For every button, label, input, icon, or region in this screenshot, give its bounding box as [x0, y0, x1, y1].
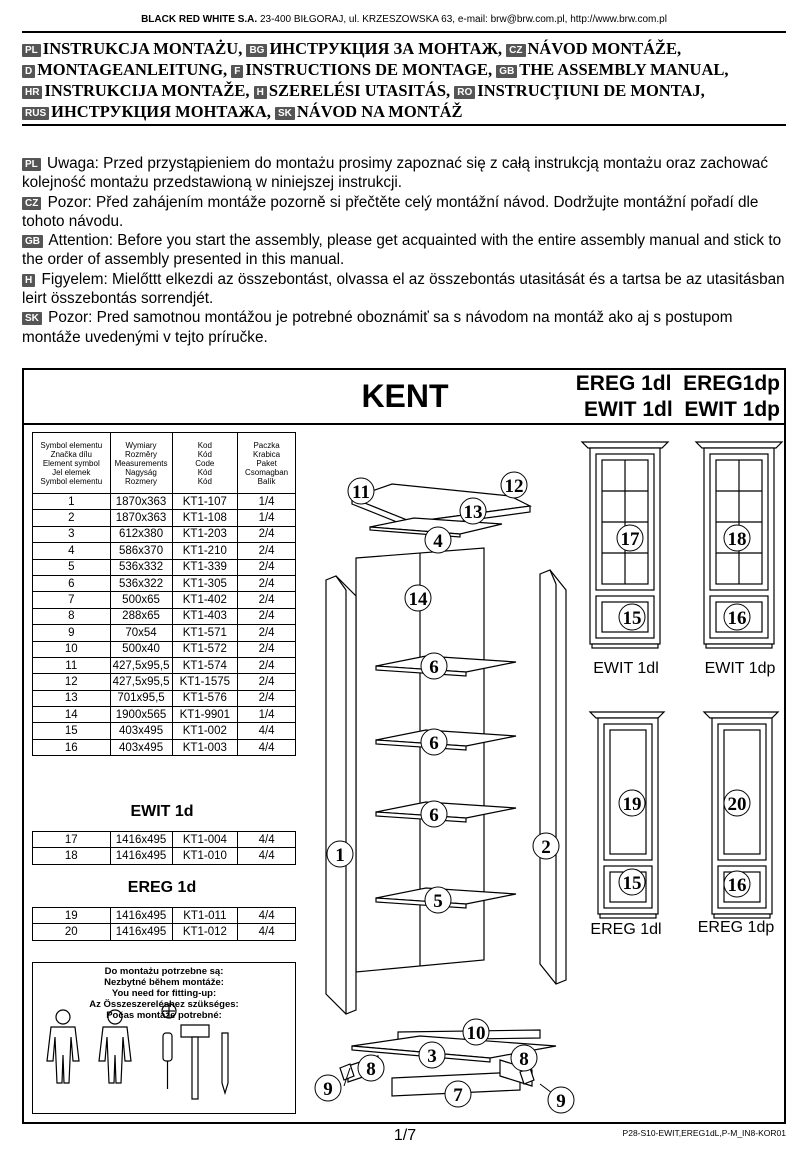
- table-cell: 500x65: [110, 592, 172, 608]
- table-cell: KT1-403: [172, 608, 238, 624]
- table-cell: KT1-210: [172, 543, 238, 559]
- table-cell: 7: [33, 592, 111, 608]
- table-cell: 536x322: [110, 575, 172, 591]
- table-cell: 1416x495: [110, 908, 172, 924]
- table-cell: KT1-402: [172, 592, 238, 608]
- side-panel-left: [326, 576, 356, 1014]
- language-badge: SK: [22, 312, 42, 325]
- table-cell: 1/4: [238, 707, 296, 723]
- table-cell: 4: [33, 543, 111, 559]
- language-badge: HR: [22, 86, 42, 99]
- title-text: MONTAGEANLEITUNG,: [37, 60, 228, 79]
- table-cell: 10: [33, 641, 111, 657]
- header-label: Balík: [257, 476, 276, 486]
- variant-label: EWIT 1dl: [593, 660, 659, 677]
- callout-18: 18: [727, 529, 747, 550]
- callout-19: 19: [622, 794, 642, 815]
- table-cell: KT1-108: [172, 510, 238, 526]
- callout-16: 16: [727, 875, 747, 896]
- header-label: Symbol elementu: [40, 476, 103, 486]
- callout-7: 7: [453, 1085, 463, 1106]
- header-label: Csomagban: [244, 467, 289, 477]
- table-cell: KT1-339: [172, 559, 238, 575]
- table-cell: 1416x495: [110, 924, 172, 940]
- table-cell: KT1-004: [172, 832, 238, 848]
- callout-10: 10: [466, 1023, 486, 1044]
- callout-8: 8: [366, 1059, 376, 1080]
- table-cell: 2/4: [238, 592, 296, 608]
- table-cell: 9: [33, 625, 111, 641]
- table-cell: 1870x363: [110, 494, 172, 510]
- callout-15: 15: [622, 873, 642, 894]
- table-cell: 20: [33, 924, 111, 940]
- header-label: Kod: [197, 440, 212, 450]
- language-badge: CZ: [506, 44, 525, 57]
- company-address: 23-400 BIŁGORAJ, ul. KRZESZOWSKA 63, e-mail: brw@brw.com.pl, http://www.brw.com.pl: [257, 14, 667, 25]
- table-cell: 2/4: [238, 575, 296, 591]
- tools-text-line: Do montażu potrzebne są:: [104, 966, 224, 977]
- table-cell: 70x54: [110, 625, 172, 641]
- callout-13: 13: [463, 502, 483, 523]
- table-cell: 4/4: [238, 832, 296, 848]
- language-badge: RUS: [22, 107, 49, 120]
- table-cell: 427,5x95,5: [110, 657, 172, 673]
- callout-8: 8: [519, 1049, 529, 1070]
- tools-text-line: You need for fitting-up:: [111, 988, 217, 999]
- table-cell: 17: [33, 832, 111, 848]
- table-cell: 288x65: [110, 608, 172, 624]
- page-number: 1/7: [393, 1127, 417, 1144]
- table-cell: 12: [33, 674, 111, 690]
- table-cell: KT1-305: [172, 575, 238, 591]
- table-cell: KT1-012: [172, 924, 238, 940]
- title-text: INSTRUKCIJA MONTAŽE,: [44, 81, 250, 100]
- table-cell: 403x495: [110, 739, 172, 755]
- table-cell: 4/4: [238, 723, 296, 739]
- header-label: Paket: [256, 458, 277, 468]
- title-text: INSTRUCŢIUNI DE MONTAJ,: [477, 81, 705, 100]
- company-name: BLACK RED WHITE S.A.: [141, 14, 258, 25]
- callout-5: 5: [433, 891, 443, 912]
- language-badge: GB: [496, 65, 517, 78]
- warning-text: Pozor: Pred samotnou montážou je potrebné oboznámiť sa s návodom na montáž ako aj s postupom montáže uvedenými v tejto príručke.: [22, 309, 733, 346]
- callout-14: 14: [408, 589, 428, 610]
- title-text: INSTRUCTIONS DE MONTAGE,: [245, 60, 493, 79]
- side-panel-right: [540, 570, 566, 984]
- table-cell: 2/4: [238, 608, 296, 624]
- table-cell: 4/4: [238, 924, 296, 940]
- header-label: Paczka: [253, 440, 280, 450]
- language-badge: F: [231, 65, 243, 78]
- variant-label: EWIT 1dp: [704, 660, 776, 677]
- table-cell: KT1-574: [172, 657, 238, 673]
- table-cell: KT1-576: [172, 690, 238, 706]
- group-title-ewit: EWIT 1d: [130, 803, 194, 820]
- callout-11: 11: [352, 482, 370, 503]
- header-label: Rozmery: [125, 476, 158, 486]
- table-cell: 1/4: [238, 494, 296, 510]
- header-label: Krabica: [253, 449, 281, 459]
- table-cell: 4/4: [238, 848, 296, 864]
- table-cell: 2/4: [238, 625, 296, 641]
- table-cell: 16: [33, 739, 111, 755]
- language-badge: RO: [454, 86, 475, 99]
- title-text: NÁVOD MONTÁŽE,: [527, 39, 682, 58]
- table-cell: 2/4: [238, 543, 296, 559]
- language-badge: SK: [275, 107, 295, 120]
- title-text: INSTRUKCJA MONTAŻU,: [42, 39, 243, 58]
- table-cell: KT1-003: [172, 739, 238, 755]
- tools-text-line: Nezbytné během montáže:: [104, 977, 224, 988]
- table-cell: KT1-011: [172, 908, 238, 924]
- header-label: Kód: [197, 476, 212, 486]
- language-badge: H: [254, 86, 267, 99]
- table-cell: 4/4: [238, 908, 296, 924]
- callout-16: 16: [727, 608, 747, 629]
- header-label: Rozměry: [125, 449, 158, 459]
- table-cell: 1870x363: [110, 510, 172, 526]
- title-text: ИНСТРУКЦИЯ МОНТАЖА,: [51, 102, 271, 121]
- header-label: Značka dílu: [50, 449, 92, 459]
- table-cell: 14: [33, 707, 111, 723]
- language-badge: BG: [246, 44, 267, 57]
- model-name: KENT: [361, 378, 449, 414]
- table-cell: 19: [33, 908, 111, 924]
- table-cell: 6: [33, 575, 111, 591]
- table-cell: KT1-107: [172, 494, 238, 510]
- header-label: Kód: [197, 449, 212, 459]
- table-cell: 1416x495: [110, 848, 172, 864]
- language-badge: CZ: [22, 197, 41, 210]
- callout-6: 6: [429, 733, 439, 754]
- table-cell: KT1-1575: [172, 674, 238, 690]
- title-text: THE ASSEMBLY MANUAL,: [519, 60, 729, 79]
- language-badge: D: [22, 65, 35, 78]
- warning-text: Uwaga: Przed przystąpieniem do montażu prosimy zapoznać się z całą instrukcją montażu oraz zachować kolejność montażu przedstawioną w niniejszej instrukcji.: [22, 155, 769, 192]
- document-code: P28-S10-EWIT,EREG1dL,P-M_IN8-KOR01: [622, 1128, 786, 1138]
- table-cell: 2/4: [238, 641, 296, 657]
- title-text: NÁVOD NA MONTÁŽ: [296, 102, 463, 121]
- header-label: Jel elemek: [52, 467, 91, 477]
- table-cell: 612x380: [110, 526, 172, 542]
- model-codes-line: EWIT 1dl EWIT 1dp: [584, 398, 780, 421]
- group-title-ereg: EREG 1d: [127, 879, 197, 896]
- language-badge: PL: [22, 44, 41, 57]
- table-cell: 403x495: [110, 723, 172, 739]
- callout-2: 2: [541, 837, 551, 858]
- table-cell: 8: [33, 608, 111, 624]
- table-cell: 2: [33, 510, 111, 526]
- language-badge: GB: [22, 235, 43, 248]
- callout-15: 15: [622, 608, 642, 629]
- table-cell: 13: [33, 690, 111, 706]
- table-cell: 4/4: [238, 739, 296, 755]
- table-cell: 536x332: [110, 559, 172, 575]
- title-text: SZERELÉSI UTASITÁS,: [268, 81, 451, 100]
- table-cell: KT1-572: [172, 641, 238, 657]
- table-cell: 2/4: [238, 657, 296, 673]
- tools-text-line: Počas montáže potrebné:: [106, 1010, 222, 1021]
- callout-20: 20: [727, 794, 747, 815]
- table-cell: 1/4: [238, 510, 296, 526]
- table-cell: 5: [33, 559, 111, 575]
- table-cell: KT1-203: [172, 526, 238, 542]
- table-cell: 427,5x95,5: [110, 674, 172, 690]
- table-cell: 701x95,5: [110, 690, 172, 706]
- callout-6: 6: [429, 805, 439, 826]
- table-cell: 1: [33, 494, 111, 510]
- callout-3: 3: [427, 1046, 437, 1067]
- table-cell: KT1-010: [172, 848, 238, 864]
- table-cell: KT1-002: [172, 723, 238, 739]
- header-label: Wymiary: [125, 440, 157, 450]
- table-cell: 2/4: [238, 526, 296, 542]
- callout-17: 17: [620, 529, 640, 550]
- warning-text: Attention: Before you start the assembly, please get acquainted with the entire assembly manual and stick to the order of assembly presented in this manual.: [22, 232, 782, 269]
- table-cell: 586x370: [110, 543, 172, 559]
- table-cell: 1416x495: [110, 832, 172, 848]
- callout-1: 1: [335, 845, 345, 866]
- table-cell: KT1-571: [172, 625, 238, 641]
- table-cell: 1900x565: [110, 707, 172, 723]
- table-cell: KT1-9901: [172, 707, 238, 723]
- model-codes-line: EREG 1dl EREG1dp: [575, 372, 780, 395]
- callout-4: 4: [433, 531, 443, 552]
- table-cell: 18: [33, 848, 111, 864]
- warning-text: Pozor: Před zahájením montáže pozorně si přečtěte celý montážní návod. Dodržujte montážní pořadí dle tohoto návodu.: [22, 193, 759, 230]
- variant-label: EREG 1dp: [697, 919, 775, 936]
- callout-9: 9: [323, 1079, 333, 1100]
- callout-12: 12: [504, 476, 524, 497]
- header-label: Nagyság: [125, 467, 157, 477]
- table-cell: 15: [33, 723, 111, 739]
- table-cell: 3: [33, 526, 111, 542]
- header-label: Element symbol: [42, 458, 100, 468]
- header-label: Kód: [197, 467, 212, 477]
- table-cell: 2/4: [238, 674, 296, 690]
- callout-9: 9: [556, 1091, 566, 1112]
- table-cell: 2/4: [238, 559, 296, 575]
- language-badge: PL: [22, 158, 41, 171]
- callout-6: 6: [429, 657, 439, 678]
- table-cell: 500x40: [110, 641, 172, 657]
- title-text: ИНСТРУКЦИЯ ЗА МОНТАЖ,: [269, 39, 503, 58]
- table-cell: 2/4: [238, 690, 296, 706]
- header-label: Symbol elementu: [40, 440, 103, 450]
- language-badge: H: [22, 274, 35, 287]
- header-label: Measurements: [114, 458, 168, 468]
- warning-text: Figyelem: Mielőttt elkezdi az összebontást, olvassa el az összebontás utasitását és a tartsa be az utasitásban leirt összebontás sorrendjét.: [22, 270, 785, 308]
- tools-text-line: Az Összeszereléshez szükséges:: [89, 999, 239, 1010]
- table-cell: 11: [33, 657, 111, 673]
- variant-label: EREG 1dl: [590, 921, 662, 938]
- header-label: Code: [195, 458, 215, 468]
